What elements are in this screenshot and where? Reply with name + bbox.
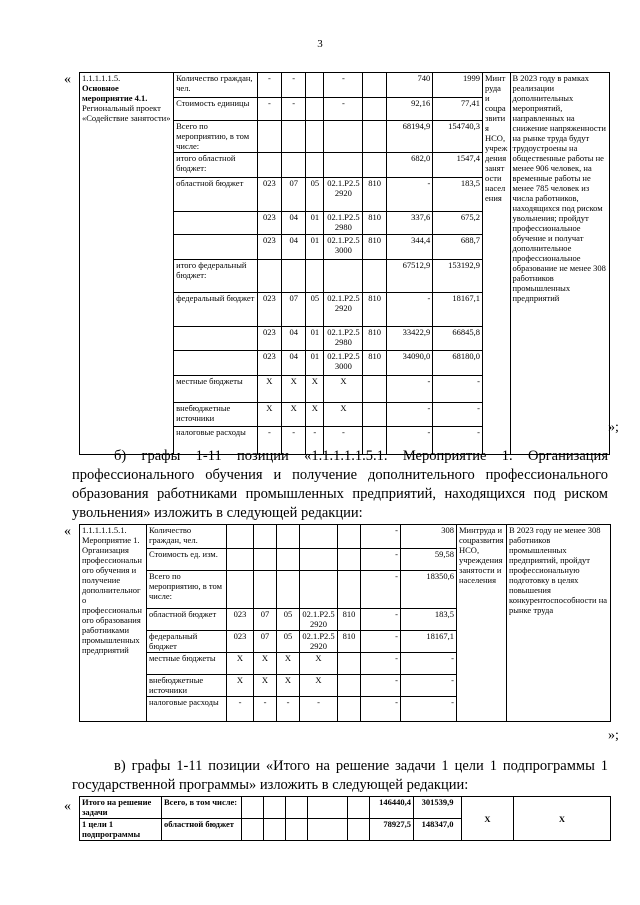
t3-row1-name: Всего, в том числе:: [162, 797, 242, 819]
t1-target-article-cell: [324, 153, 363, 178]
t1-expense-type-cell: [363, 121, 386, 153]
t1-row-name: [174, 327, 258, 351]
t1-value-2023: 183,5: [433, 178, 483, 212]
table-item-1-1-1-1-1-5-1: [79, 524, 611, 722]
t3-empty: [264, 797, 286, 819]
t2-value-2022: -: [361, 609, 401, 631]
t3-empty: [348, 819, 370, 841]
t1-row-name: внебюджетные источники: [174, 403, 258, 427]
t2-target-article-cell: -: [300, 697, 338, 722]
t2-section-cell: X: [254, 675, 277, 697]
t1-code-cell: [80, 73, 174, 455]
t2-section-cell: 07: [254, 609, 277, 631]
t1-value-2022: 67512,9: [386, 260, 433, 293]
code-number: 1.1.1.1.1.5.: [82, 73, 121, 83]
t1-value-2022: 68194,9: [386, 121, 433, 153]
t2-subsection-cell: -: [277, 697, 300, 722]
t1-expense-type-cell: [363, 260, 386, 293]
t2-section-cell: 07: [254, 631, 277, 653]
t1-value-2022: 740: [386, 73, 433, 98]
paragraph-v: [72, 757, 608, 795]
t2-value-2022: -: [361, 675, 401, 697]
t2-expense-type-cell: [338, 571, 361, 609]
t1-target-article-cell: [324, 260, 363, 293]
t1-value-2023: 68180,0: [433, 351, 483, 376]
t1-section-cell: 04: [282, 212, 306, 235]
t1-subsection-cell: [306, 153, 324, 178]
t1-subsection-cell: 01: [306, 235, 324, 260]
t1-expense-type-cell: 810: [363, 293, 386, 327]
t2-value-2022: -: [361, 549, 401, 571]
t2-expense-type-cell: [338, 549, 361, 571]
paragraph-b-text: б) графы 1-11 позиции «1.1.1.1.1.5.1. Мероприятие 1. Организация профессионального обучения и получение дополнительного профессионального образования работниками промышленных предприятий, находящихся под риском увольнения» изложить в следующей редакции:: [72, 448, 608, 521]
t1-target-article-cell: 02.1.Р2.52920: [324, 293, 363, 327]
t2-expense-type-cell: [338, 675, 361, 697]
t1-grbs-cell: 023: [257, 235, 281, 260]
t1-section-cell: 04: [282, 327, 306, 351]
t2-value-2022: -: [361, 697, 401, 722]
t2-row-name: местные бюджеты: [147, 653, 227, 675]
t1-subsection-cell: [306, 73, 324, 98]
t2-row-name: областной бюджет: [147, 609, 227, 631]
t1-grbs-cell: 023: [257, 327, 281, 351]
t1-section-cell: -: [282, 73, 306, 98]
t1-section-cell: [282, 121, 306, 153]
t1-grbs-cell: [257, 153, 281, 178]
t1-row-name: Стоимость единицы: [174, 98, 258, 121]
t1-target-article-cell: 02.1.Р2.53000: [324, 351, 363, 376]
t2-grbs-cell: X: [227, 675, 254, 697]
t1-subsection-cell: X: [306, 376, 324, 403]
t1-value-2023: 154740,3: [433, 121, 483, 153]
t2-subsection-cell: 05: [277, 631, 300, 653]
t1-value-2022: -: [386, 427, 433, 455]
t3-empty: [286, 819, 308, 841]
t1-section-cell: -: [282, 98, 306, 121]
t1-expense-type-cell: [363, 73, 386, 98]
t2-code-cell: 1.1.1.1.1.5.1. Мероприятие 1. Организация профессионального обучения и получение дополнительного профессионального образования работниками промышленных предприятий: [80, 525, 147, 722]
t1-executor-cell: Минтруда и соцразвития НСО, учреждения занятости населения: [483, 73, 511, 455]
t1-row-name: местные бюджеты: [174, 376, 258, 403]
t1-grbs-cell: -: [257, 427, 281, 455]
t2-section-cell: [254, 549, 277, 571]
t2-value-2023: -: [401, 675, 457, 697]
t2-grbs-cell: 023: [227, 631, 254, 653]
t1-section-cell: -: [282, 427, 306, 455]
t2-row-name: Всего по мероприятию, в том числе:: [147, 571, 227, 609]
t2-grbs-cell: [227, 549, 254, 571]
t2-expense-type-cell: [338, 525, 361, 549]
t2-value-2022: -: [361, 653, 401, 675]
t1-value-2023: 66845,8: [433, 327, 483, 351]
t1-value-2023: -: [433, 427, 483, 455]
t2-section-cell: [254, 525, 277, 549]
t2-grbs-cell: 023: [227, 609, 254, 631]
t1-subsection-cell: 01: [306, 212, 324, 235]
t2-expense-type-cell: [338, 653, 361, 675]
t2-subsection-cell: [277, 525, 300, 549]
t3-row1-value-2: 301539,9: [414, 797, 462, 819]
t1-target-article-cell: 02.1.Р2.52980: [324, 327, 363, 351]
t2-row-name: Количество граждан, чел.: [147, 525, 227, 549]
t3-empty: [308, 819, 348, 841]
close-quote-1: »;: [608, 420, 619, 435]
t2-value-2023: -: [401, 653, 457, 675]
open-quote-2: «: [64, 524, 71, 539]
table-row: [80, 73, 610, 98]
t2-executor-cell: Минтруда и соцразвития НСО, учреждения занятости и населения: [457, 525, 507, 722]
t3-row2-value-1: 78927,5: [370, 819, 414, 841]
t3-empty: [242, 819, 264, 841]
t1-value-2022: 33422,9: [386, 327, 433, 351]
t1-subsection-cell: 01: [306, 327, 324, 351]
t1-expense-type-cell: 810: [363, 235, 386, 260]
t2-target-article-cell: 02.1.Р2.52920: [300, 631, 338, 653]
t1-grbs-cell: 023: [257, 212, 281, 235]
t1-subsection-cell: [306, 98, 324, 121]
t1-expense-type-cell: 810: [363, 351, 386, 376]
t2-target-article-cell: [300, 571, 338, 609]
t1-row-name: Всего по мероприятию, в том числе:: [174, 121, 258, 153]
t3-empty: [348, 797, 370, 819]
t1-value-2023: -: [433, 376, 483, 403]
main-event-title: Основное мероприятие 4.1.: [82, 83, 148, 103]
t2-expense-type-cell: 810: [338, 631, 361, 653]
t1-subsection-cell: 01: [306, 351, 324, 376]
t1-row-name: [174, 212, 258, 235]
t1-expense-type-cell: 810: [363, 178, 386, 212]
t2-value-2023: 59,58: [401, 549, 457, 571]
t2-grbs-cell: [227, 571, 254, 609]
t1-subsection-cell: X: [306, 403, 324, 427]
t1-subsection-cell: [306, 121, 324, 153]
t3-empty: [308, 797, 348, 819]
t1-grbs-cell: 023: [257, 351, 281, 376]
t2-row-name: Стоимость ед. изм.: [147, 549, 227, 571]
t2-grbs-cell: X: [227, 653, 254, 675]
t2-value-2023: 18350,6: [401, 571, 457, 609]
t1-value-2023: 1999: [433, 73, 483, 98]
t1-expense-type-cell: [363, 153, 386, 178]
t2-grbs-cell: -: [227, 697, 254, 722]
t1-subsection-cell: [306, 260, 324, 293]
project-title: Региональный проект «Содействие занятости»: [82, 103, 171, 123]
t2-row-name: налоговые расходы: [147, 697, 227, 722]
t1-value-2022: 92,16: [386, 98, 433, 121]
t1-grbs-cell: -: [257, 98, 281, 121]
t2-value-2022: -: [361, 525, 401, 549]
t2-expense-type-cell: [338, 697, 361, 722]
page-number: 3: [317, 38, 323, 50]
t1-expense-type-cell: [363, 98, 386, 121]
t1-subsection-cell: 05: [306, 178, 324, 212]
t2-subsection-cell: [277, 549, 300, 571]
t1-section-cell: 07: [282, 178, 306, 212]
paragraph-v-text: в) графы 1-11 позиции «Итого на решение задачи 1 цели 1 подпрограммы 1 государственной программы» изложить в следующей редакции:: [72, 758, 608, 793]
open-quote-1: «: [64, 72, 71, 87]
t1-expense-type-cell: 810: [363, 212, 386, 235]
t2-expense-type-cell: 810: [338, 609, 361, 631]
t1-target-article-cell: 02.1.Р2.52920: [324, 178, 363, 212]
table-item-1-1-1-1-1-5: [79, 72, 610, 455]
t1-value-2023: 688,7: [433, 235, 483, 260]
t1-row-name: федеральный бюджет: [174, 293, 258, 327]
t1-value-2022: 34090,0: [386, 351, 433, 376]
t1-target-article-cell: X: [324, 376, 363, 403]
close-quote-2: »;: [608, 728, 619, 743]
t1-subsection-cell: 05: [306, 293, 324, 327]
t1-target-article-cell: -: [324, 73, 363, 98]
t3-code-top: Итого на решение задачи: [80, 797, 162, 819]
t3-executor-x: X: [462, 797, 514, 841]
open-quote-3: «: [64, 799, 71, 814]
t2-subsection-cell: [277, 571, 300, 609]
t1-value-2023: 77,41: [433, 98, 483, 121]
t3-result-x: X: [514, 797, 611, 841]
t2-value-2022: -: [361, 631, 401, 653]
t2-subsection-cell: 05: [277, 609, 300, 631]
t1-value-2022: -: [386, 376, 433, 403]
t1-grbs-cell: -: [257, 73, 281, 98]
t1-value-2022: -: [386, 178, 433, 212]
t1-expense-type-cell: 810: [363, 327, 386, 351]
t3-empty: [264, 819, 286, 841]
t1-row-name: областной бюджет: [174, 178, 258, 212]
t2-value-2023: -: [401, 697, 457, 722]
t1-row-name: [174, 351, 258, 376]
t1-target-article-cell: 02.1.Р2.53000: [324, 235, 363, 260]
t3-code-bottom: 1 цели 1 подпрограммы: [80, 819, 162, 841]
t1-value-2023: -: [433, 403, 483, 427]
t2-value-2022: -: [361, 571, 401, 609]
t2-section-cell: -: [254, 697, 277, 722]
t1-value-2023: 153192,9: [433, 260, 483, 293]
t2-section-cell: X: [254, 653, 277, 675]
paragraph-b: [72, 447, 608, 523]
t3-row1-value-1: 146440,4: [370, 797, 414, 819]
t2-target-article-cell: X: [300, 675, 338, 697]
t2-grbs-cell: [227, 525, 254, 549]
t3-empty: [286, 797, 308, 819]
t2-value-2023: 308: [401, 525, 457, 549]
t1-grbs-cell: X: [257, 376, 281, 403]
t2-subsection-cell: X: [277, 675, 300, 697]
t1-grbs-cell: 023: [257, 293, 281, 327]
t1-expense-type-cell: [363, 376, 386, 403]
t1-section-cell: [282, 260, 306, 293]
t1-section-cell: 07: [282, 293, 306, 327]
t1-grbs-cell: [257, 121, 281, 153]
t2-value-2023: 183,5: [401, 609, 457, 631]
t1-target-article-cell: -: [324, 427, 363, 455]
t1-section-cell: X: [282, 376, 306, 403]
t1-section-cell: [282, 153, 306, 178]
t1-target-article-cell: 02.1.Р2.52980: [324, 212, 363, 235]
t1-section-cell: 04: [282, 235, 306, 260]
t3-empty: [242, 797, 264, 819]
t1-value-2022: -: [386, 293, 433, 327]
t1-grbs-cell: 023: [257, 178, 281, 212]
t3-row2-value-2: 148347,0: [414, 819, 462, 841]
t1-section-cell: X: [282, 403, 306, 427]
t2-section-cell: [254, 571, 277, 609]
t1-row-name: [174, 235, 258, 260]
t1-value-2023: 1547,4: [433, 153, 483, 178]
t1-target-article-cell: -: [324, 98, 363, 121]
t1-value-2022: -: [386, 403, 433, 427]
t1-value-2022: 682,0: [386, 153, 433, 178]
t1-subsection-cell: -: [306, 427, 324, 455]
t2-target-article-cell: [300, 525, 338, 549]
t2-target-article-cell: X: [300, 653, 338, 675]
t1-value-2022: 337,6: [386, 212, 433, 235]
t2-target-article-cell: [300, 549, 338, 571]
t2-target-article-cell: 02.1.Р2.52920: [300, 609, 338, 631]
table-total-task-1: [79, 796, 611, 841]
t1-section-cell: 04: [282, 351, 306, 376]
t2-subsection-cell: X: [277, 653, 300, 675]
t1-expense-type-cell: [363, 403, 386, 427]
t1-value-2023: 18167,1: [433, 293, 483, 327]
t1-row-name: итого областной бюджет:: [174, 153, 258, 178]
t1-grbs-cell: X: [257, 403, 281, 427]
t2-row-name: федеральный бюджет: [147, 631, 227, 653]
t1-value-2023: 675,2: [433, 212, 483, 235]
t1-target-article-cell: X: [324, 403, 363, 427]
t1-value-2022: 344,4: [386, 235, 433, 260]
t1-result-cell: В 2023 году в рамках реализации дополнительных мероприятий, направленных на снижение напряженности на рынке труда будут трудоустроены на общественные работы не менее 906 человек, на временные работы не менее 785 человек из числа работников, находящихся под риском увольнения; пройдут профессиональное обучение и получат дополнительное профессиональное образование не менее 308 работников промышленных предприятий: [510, 73, 610, 455]
table-row: [80, 525, 611, 549]
t1-target-article-cell: [324, 121, 363, 153]
t2-result-cell: В 2023 году не менее 308 работников промышленных предприятий, пройдут профессиональную подготовку в целях повышения конкурентоспособности на рынке труда: [507, 525, 611, 722]
t1-row-name: итого федеральный бюджет:: [174, 260, 258, 293]
t3-row2-name: областной бюджет: [162, 819, 242, 841]
t1-row-name: Количество граждан, чел.: [174, 73, 258, 98]
t2-value-2023: 18167,1: [401, 631, 457, 653]
t1-row-name: налоговые расходы: [174, 427, 258, 455]
t1-grbs-cell: [257, 260, 281, 293]
t2-row-name: внебюджетные источники: [147, 675, 227, 697]
